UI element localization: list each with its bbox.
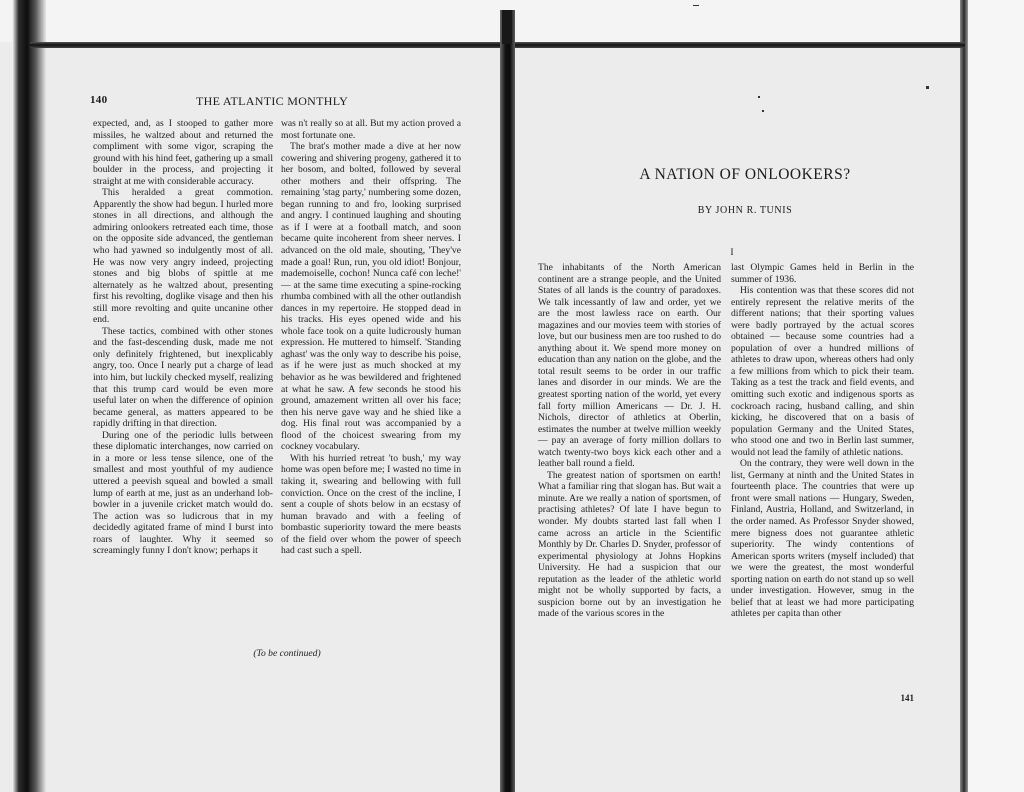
scan-left-edge-shadow (12, 0, 46, 792)
article-byline: BY JOHN R. TUNIS (697, 205, 793, 216)
paragraph: This heralded a great commotion. Apparently the show had begun. I hurled more stones in all directions, and although the admiring onlookers retreated each time, those on the opposite side advanced, the gentleman who had yawned so indulgently most of all. He was now very angry indeed, projecting stones and big blobs of spittle at me alternately as he waltzed about, presenting first his revolting, doglike visage and then his still more revolting and quite uncanine other end. (93, 187, 273, 326)
right-page-column-1 (538, 262, 721, 620)
paragraph: These tactics, combined with other stones and the fast-descending dusk, made me not only definitely frightened, but inexplicably angry, too. Once I nearly put a charge of lead into him, but luckily checked myself, realizing that this trump card would be even more useful later on when the difference of opinion became general, as matters appeared to be rapidly drifting in that direction. (93, 325, 273, 430)
paragraph: His contention was that these scores did not entirely represent the relative merits of the different nations; that their sporting values were badly portrayed by the actual scores obtained — because some countries had a population of over a hundred millions of athletes to draw upon, whereas others had only a few millions from which to pick their team. Taking as a test the track and field events, and omitting such exotic and indigenous sports as cockroach racing, husband calling, and shin kicking, he discovered that on a basis of population Germany and the United States, who stood one and two in Berlin last summer, would not lead the family of athletic nations. (731, 285, 914, 458)
paragraph: The brat's mother made a dive at her now cowering and shivering progeny, gathered it to her bosom, and bolted, followed by several other mothers and their offspring. The remaining 'stag party,' numbering some dozen, began running to and fro, looking surprised and angry. I continued laughing and shouting as if I were at a football match, and soon became quite incoherent from sheer nerves. I advanced on the old male, shouting, 'They've made a goal! Run, run, you old idiot! Bonjour, mademoiselle, cochon! Nunca café con leche!' — at the same time executing a spine-rocking rhumba combined with all the other outlandish dances in my repertoire. He stopped dead in his tracks. His eyes opened wide and his whole face took on a quite ludicrously human expression. He muttered to himself. 'Standing aghast' was the only way to describe his poise, as if he were just as much shocked at my behavior as he was bewildered and frightened at what he saw. A few seconds he stood his ground, amazement written all over his face; then his nerve gave way and he shied like a dog. His final rout was accompanied by a flood of the choicest swearing from my cockney vocabulary. (281, 141, 461, 453)
continued-note: (To be continued) (253, 648, 321, 659)
paragraph: was n't really so at all. But my action proved a most fortunate one. (281, 118, 461, 141)
scan-top-edge-shadow (30, 42, 965, 48)
paragraph: During one of the periodic lulls between these diplomatic interchanges, now carried on in a more or less tense silence, one of the smallest and most youthful of my audience uttered a peevish squeal and bowled a small lump of earth at me, just as an underhand lob-bowler in a juvenile cricket match would do. The action was so ludicrous that in my decidedly agitated frame of mind I burst into roars of laughter. Why it seemed so screamingly funny I don't know; perhaps it (93, 429, 273, 557)
scan-right-edge-shadow (960, 0, 968, 792)
scan-speck (693, 5, 699, 6)
paragraph: On the contrary, they were well down in the list, Germany at ninth and the United States in fourteenth place. The countries that were up front were small nations — Hungary, Sweden, Finland, Austria, Holland, and Switzerland, in the order named. As Professor Snyder showed, mere bigness does not guarantee athletic superiority. The windy contentions of American sports writers (myself included) that we were the greatest, the most wonderful sporting nation on earth do not stand up so well under investigation. However, smug in the belief that at least we had more participating athletes per capita than other (731, 458, 914, 620)
paragraph: last Olympic Games held in Berlin in the summer of 1936. (731, 262, 914, 285)
article-title: A NATION OF ONLOOKERS? (639, 166, 851, 183)
paragraph: With his hurried retreat 'to bush,' my way home was open before me; I wasted no time in taking it, swearing and bellowing with full conviction. Once on the crest of the incline, I sent a couple of shots below in an ecstasy of human bravado and with a feeling of bombastic superiority toward the mere beasts of the field over whom the power of speech had cast such a spell. (281, 452, 461, 557)
right-page-number: 141 (900, 693, 914, 703)
left-running-head (90, 94, 470, 110)
scan-speck (758, 96, 760, 98)
scan-speck (762, 110, 764, 112)
spine-top-notch (502, 10, 512, 44)
paragraph: expected, and, as I stooped to gather more missiles, he waltzed about and returned the compliment with some vigor, scraping the ground with his hind feet, gathering up a small boulder in the process, and projecting it straight at me with considerable accuracy. (93, 118, 273, 187)
book-spine-gutter (500, 10, 515, 792)
paragraph: The inhabitants of the North American continent are a strange people, and the United States of all lands is the country of paradoxes. We talk incessantly of law and order, yet we are the most lawless race on earth. Our magazines and our movies teem with stories of love, but our business men are too rushed to do anything about it. We spend more money on education than any nation on the globe, and the total result seems to be order in our traffic lanes and disorder in our minds. We are the greatest sporting nation of the world, yet every fall forty million Americans — Dr. J. H. Nichols, director of athletics at Oberlin, estimates the number at twelve million weekly — pay an average of forty million dollars to watch twenty-two boys kick each other and a leather ball round a field. (538, 262, 721, 470)
paragraph: The greatest nation of sportsmen on earth! What a familiar ring that slogan has. But wait a minute. Are we really a nation of sportsmen, of practising athletes? Of late I have begun to wonder. My doubts started last fall when I came across an article in the Scientific Monthly by Dr. Charles D. Snyder, professor of experimental physiology at Johns Hopkins University. He had a suspicion that our reputation as the leader of the athletic world might not be wholly supported by facts, a suspicion borne out by an investigation he made of the various scores in the (538, 469, 721, 620)
section-number: I (730, 247, 734, 258)
left-page-column-1 (93, 118, 273, 557)
scan-right-margin (968, 0, 1024, 792)
scan-speck (926, 86, 929, 89)
right-page-column-2 (731, 262, 914, 620)
left-page-column-2 (281, 118, 461, 557)
magazine-title: THE ATLANTIC MONTHLY (196, 94, 349, 108)
left-page-number: 140 (90, 94, 108, 106)
